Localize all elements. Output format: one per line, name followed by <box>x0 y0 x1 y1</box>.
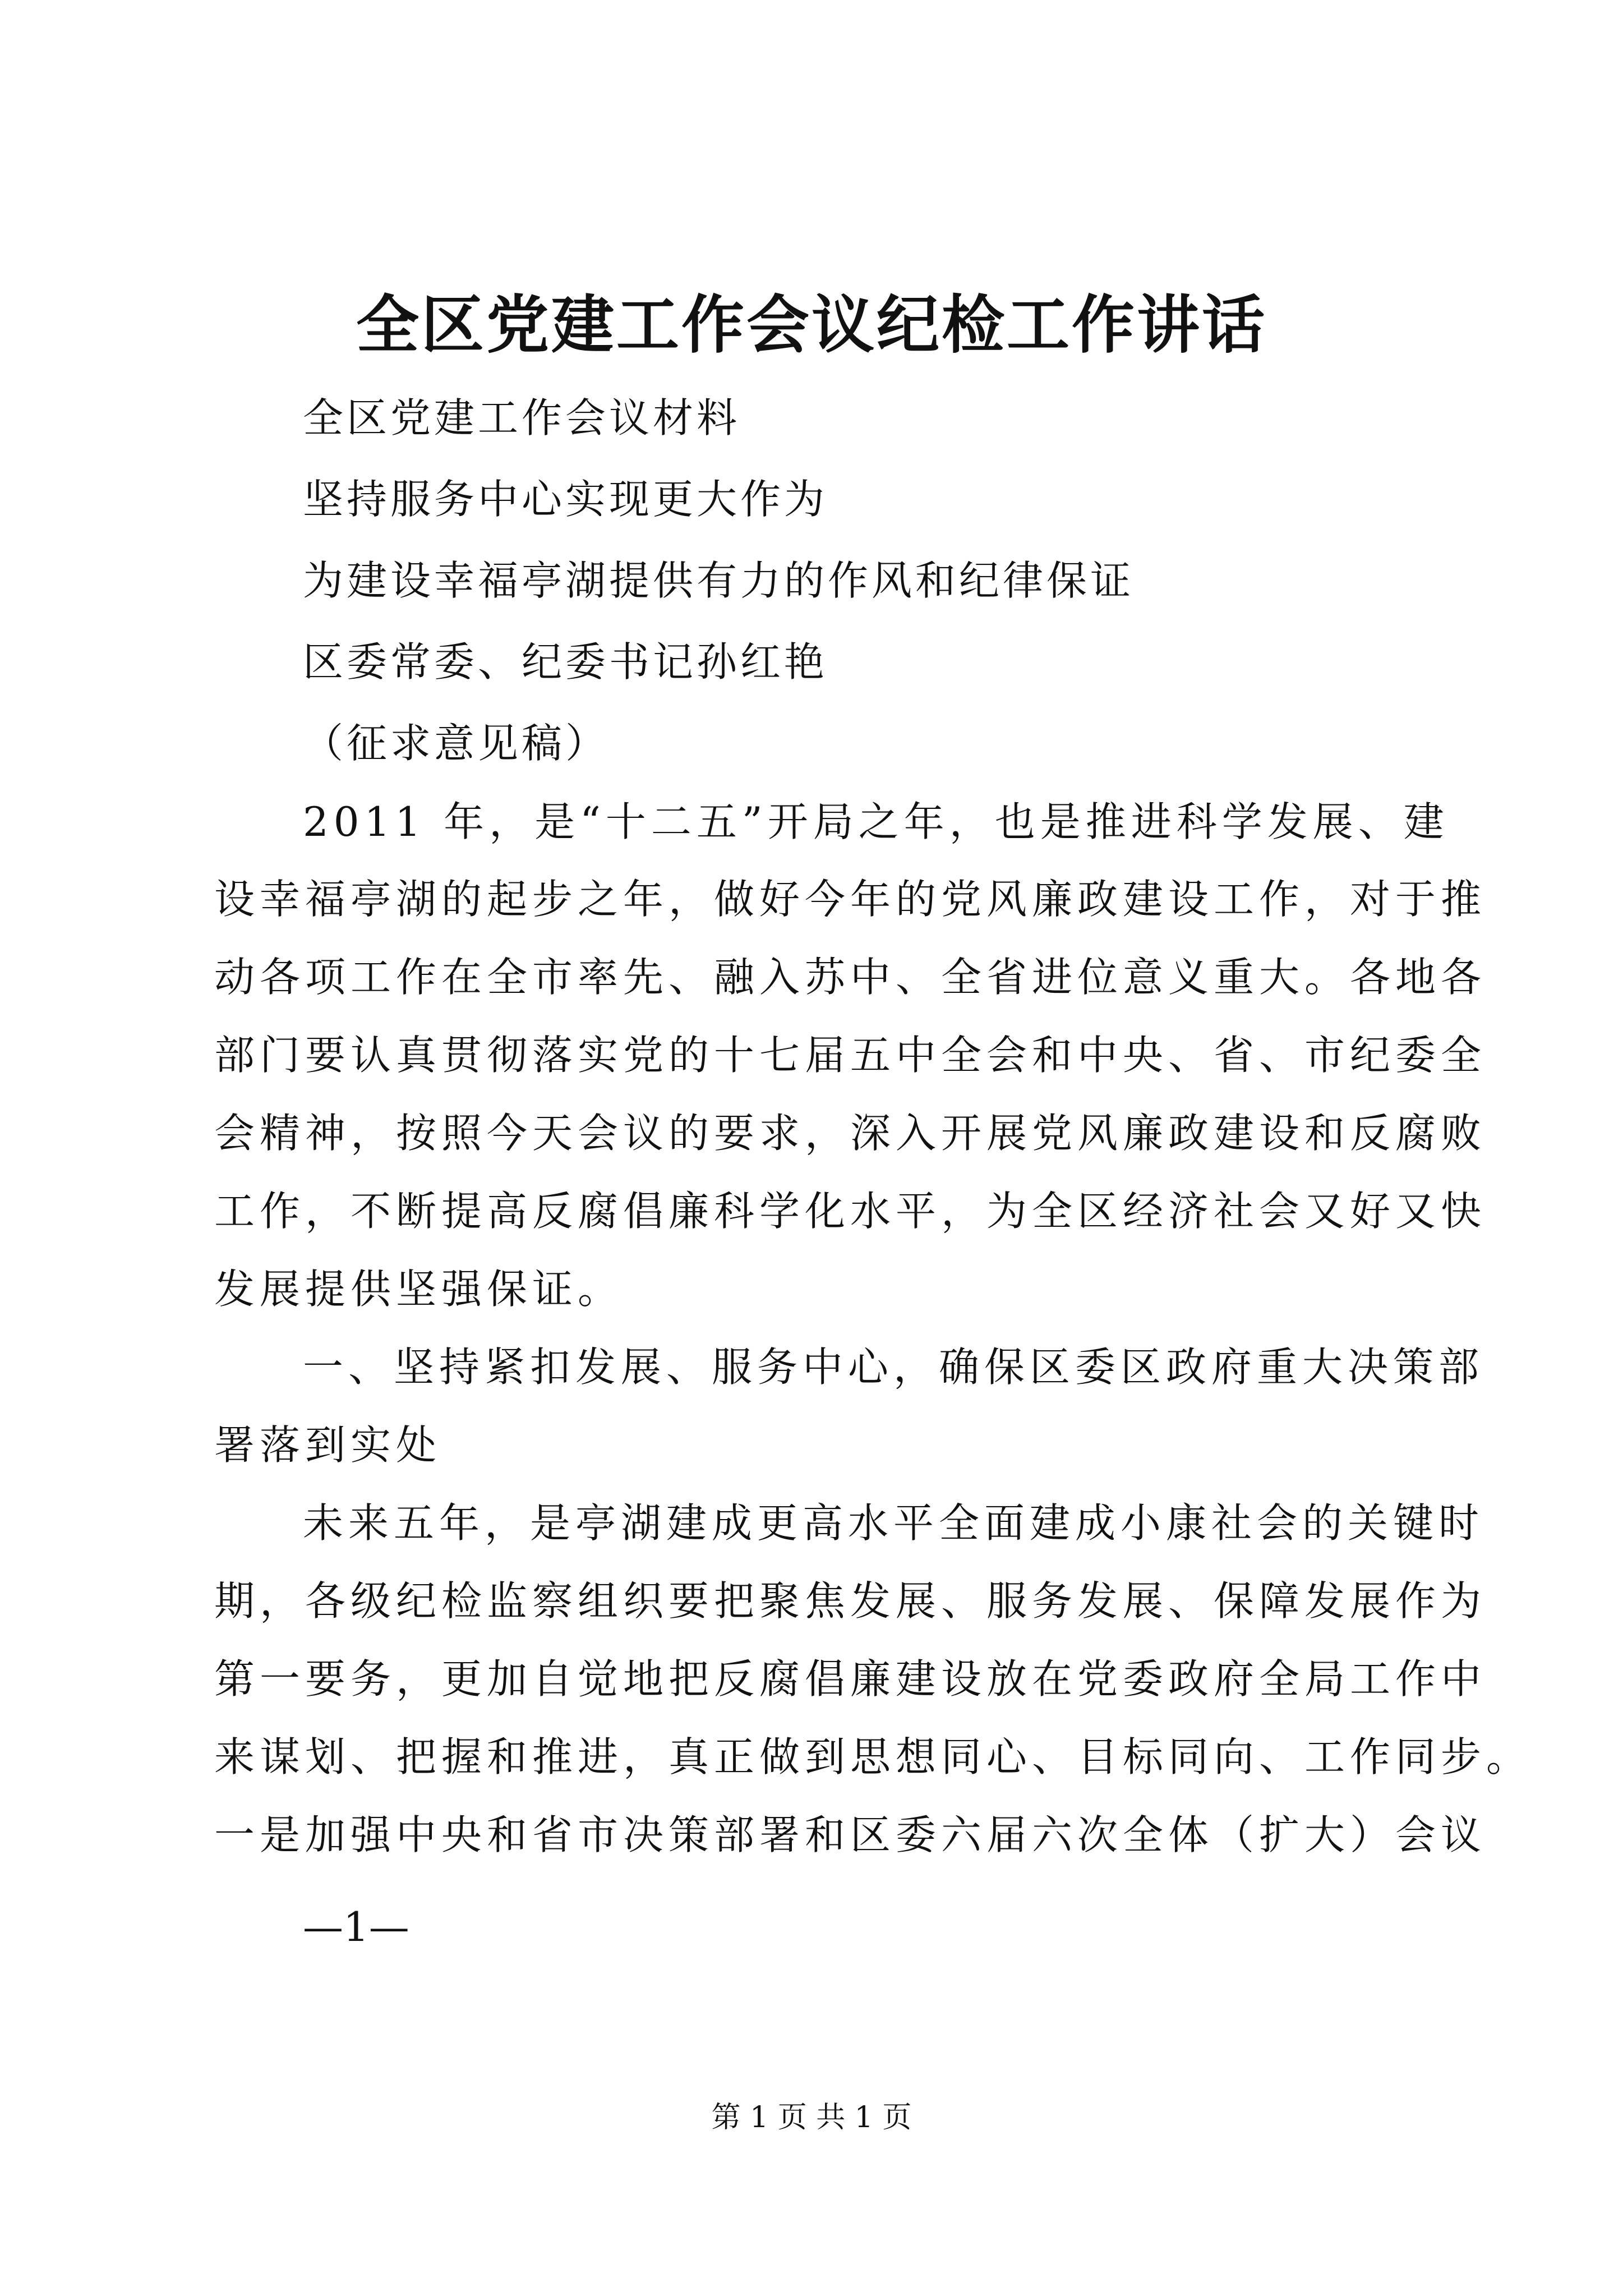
meta-line-speaker: 区委常委、纪委书记孙红艳 <box>303 638 828 685</box>
section-heading-line: 一、坚持紧扣发展、服务中心，确保区委区政府重大决策部 <box>303 1343 1484 1391</box>
paragraph-line: 设幸福亭湖的起步之年，做好今年的党风廉政建设工作，对于推 <box>214 876 1487 923</box>
meta-line-draft: （征求意见稿） <box>303 720 610 767</box>
document-title: 全区党建工作会议纪检工作讲话 <box>356 288 1267 362</box>
paragraph-line: 会精神，按照今天会议的要求，深入开展党风廉政建设和反腐败 <box>214 1110 1487 1157</box>
page-footer: 第 1 页 共 1 页 <box>711 2101 912 2134</box>
paragraph-line: 第一要务，更加自觉地把反腐倡廉建设放在党委政府全局工作中 <box>214 1655 1487 1703</box>
meta-line-theme: 坚持服务中心实现更大作为 <box>303 476 828 523</box>
section-heading-line: 署落到实处 <box>214 1421 442 1469</box>
paragraph-line: 一是加强中央和省市决策部署和区委六届六次全体（扩大）会议 <box>214 1811 1487 1858</box>
paragraph-line: 部门要认真贯彻落实党的十七届五中全会和中央、省、市纪委全 <box>214 1032 1487 1079</box>
meta-line-material: 全区党建工作会议材料 <box>303 394 741 441</box>
paragraph-line: 2011 年，是“十二五”开局之年，也是推进科学发展、建 <box>303 798 1449 845</box>
paragraph-line: 发展提供坚强保证。 <box>214 1266 624 1313</box>
paragraph-line: 工作，不断提高反腐倡廉科学化水平，为全区经济社会又好又快 <box>214 1188 1487 1235</box>
paragraph-line: 来谋划、把握和推进，真正做到思想同心、目标同向、工作同步。 <box>214 1733 1532 1780</box>
paragraph-line: 动各项工作在全市率先、融入苏中、全省进位意义重大。各地各 <box>214 954 1487 1001</box>
paragraph-line: 期，各级纪检监察组织要把聚焦发展、服务发展、保障发展作为 <box>214 1577 1487 1625</box>
page-number-marker: —1— <box>303 1903 409 1950</box>
paragraph-line: 未来五年，是亭湖建成更高水平全面建成小康社会的关键时 <box>303 1499 1484 1547</box>
meta-line-subtitle: 为建设幸福亭湖提供有力的作风和纪律保证 <box>303 557 1135 604</box>
